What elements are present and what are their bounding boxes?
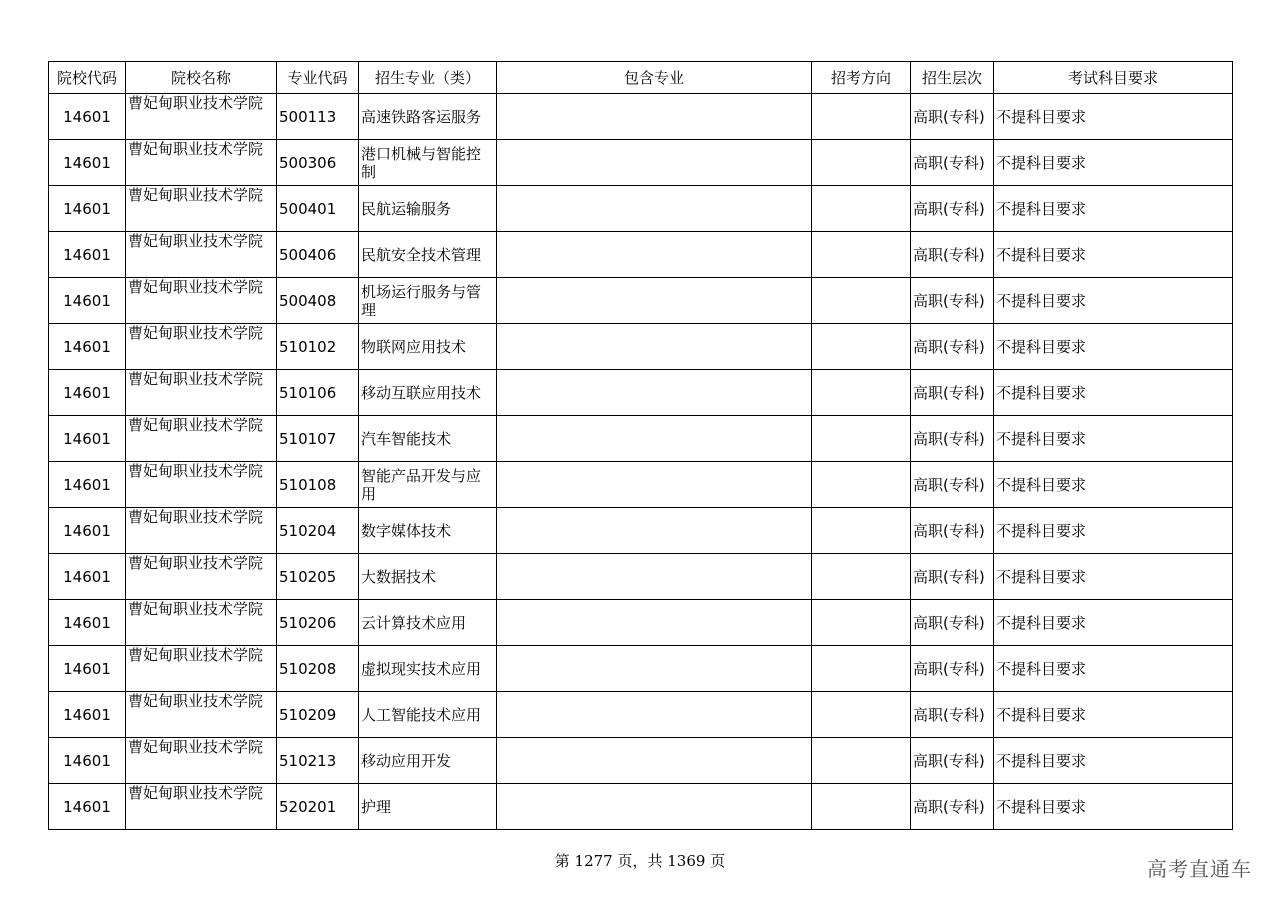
direction-cell	[812, 692, 911, 738]
subject-requirement-cell: 不提科目要求	[994, 784, 1233, 830]
major-cell: 云计算技术应用	[359, 600, 497, 646]
school-name-cell: 曹妃甸职业技术学院	[126, 416, 277, 462]
admissions-table	[48, 61, 1233, 830]
direction-cell	[812, 324, 911, 370]
table-row	[49, 186, 1233, 232]
direction-cell	[812, 232, 911, 278]
school-name-cell: 曹妃甸职业技术学院	[126, 784, 277, 830]
table-row	[49, 692, 1233, 738]
level-cell: 高职(专科)	[911, 508, 994, 554]
subject-requirement-cell: 不提科目要求	[994, 94, 1233, 140]
header-subject-requirement: 考试科目要求	[994, 62, 1233, 94]
school-code-cell: 14601	[49, 140, 126, 186]
included-majors-cell	[497, 600, 812, 646]
school-name-cell: 曹妃甸职业技术学院	[126, 692, 277, 738]
major-cell: 人工智能技术应用	[359, 692, 497, 738]
school-code-cell: 14601	[49, 370, 126, 416]
major-code-cell: 500401	[277, 186, 359, 232]
school-code-cell: 14601	[49, 462, 126, 508]
major-code-cell: 500113	[277, 94, 359, 140]
major-code-cell: 510205	[277, 554, 359, 600]
school-name-cell: 曹妃甸职业技术学院	[126, 140, 277, 186]
table-row	[49, 784, 1233, 830]
school-code-cell: 14601	[49, 324, 126, 370]
major-cell: 港口机械与智能控制	[359, 140, 497, 186]
major-code-cell: 510206	[277, 600, 359, 646]
watermark-text: 高考直通车	[1147, 857, 1252, 881]
header-major-code: 专业代码	[277, 62, 359, 94]
major-code-cell: 500408	[277, 278, 359, 324]
direction-cell	[812, 370, 911, 416]
subject-requirement-cell: 不提科目要求	[994, 554, 1233, 600]
school-name-cell: 曹妃甸职业技术学院	[126, 738, 277, 784]
direction-cell	[812, 94, 911, 140]
school-name-cell: 曹妃甸职业技术学院	[126, 370, 277, 416]
major-code-cell: 500406	[277, 232, 359, 278]
header-school-code: 院校代码	[49, 62, 126, 94]
major-code-cell: 500306	[277, 140, 359, 186]
major-code-cell: 510208	[277, 646, 359, 692]
subject-requirement-cell: 不提科目要求	[994, 140, 1233, 186]
major-code-cell: 510106	[277, 370, 359, 416]
school-code-cell: 14601	[49, 278, 126, 324]
school-code-cell: 14601	[49, 508, 126, 554]
major-cell: 移动互联应用技术	[359, 370, 497, 416]
major-code-cell: 520201	[277, 784, 359, 830]
subject-requirement-cell: 不提科目要求	[994, 738, 1233, 784]
subject-requirement-cell: 不提科目要求	[994, 462, 1233, 508]
level-cell: 高职(专科)	[911, 324, 994, 370]
level-cell: 高职(专科)	[911, 462, 994, 508]
level-cell: 高职(专科)	[911, 186, 994, 232]
direction-cell	[812, 462, 911, 508]
direction-cell	[812, 738, 911, 784]
subject-requirement-cell: 不提科目要求	[994, 508, 1233, 554]
header-row	[49, 62, 1233, 94]
included-majors-cell	[497, 692, 812, 738]
school-code-cell: 14601	[49, 416, 126, 462]
major-cell: 虚拟现实技术应用	[359, 646, 497, 692]
school-name-cell: 曹妃甸职业技术学院	[126, 94, 277, 140]
level-cell: 高职(专科)	[911, 232, 994, 278]
major-code-cell: 510107	[277, 416, 359, 462]
page-number: 第 1277 页，共 1369 页	[554, 852, 726, 870]
table-row	[49, 324, 1233, 370]
level-cell: 高职(专科)	[911, 94, 994, 140]
subject-requirement-cell: 不提科目要求	[994, 370, 1233, 416]
subject-requirement-cell: 不提科目要求	[994, 600, 1233, 646]
major-cell: 汽车智能技术	[359, 416, 497, 462]
direction-cell	[812, 186, 911, 232]
direction-cell	[812, 508, 911, 554]
table-body	[49, 94, 1233, 830]
table-row	[49, 600, 1233, 646]
major-cell: 物联网应用技术	[359, 324, 497, 370]
school-code-cell: 14601	[49, 94, 126, 140]
included-majors-cell	[497, 462, 812, 508]
major-code-cell: 510204	[277, 508, 359, 554]
table-row	[49, 462, 1233, 508]
table-row	[49, 508, 1233, 554]
header-major: 招生专业（类）	[359, 62, 497, 94]
included-majors-cell	[497, 94, 812, 140]
direction-cell	[812, 600, 911, 646]
included-majors-cell	[497, 324, 812, 370]
included-majors-cell	[497, 554, 812, 600]
major-cell: 护理	[359, 784, 497, 830]
subject-requirement-cell: 不提科目要求	[994, 416, 1233, 462]
subject-requirement-cell: 不提科目要求	[994, 186, 1233, 232]
direction-cell	[812, 416, 911, 462]
included-majors-cell	[497, 186, 812, 232]
school-code-cell: 14601	[49, 600, 126, 646]
major-cell: 数字媒体技术	[359, 508, 497, 554]
school-code-cell: 14601	[49, 738, 126, 784]
included-majors-cell	[497, 232, 812, 278]
included-majors-cell	[497, 646, 812, 692]
major-code-cell: 510108	[277, 462, 359, 508]
school-name-cell: 曹妃甸职业技术学院	[126, 186, 277, 232]
header-direction: 招考方向	[812, 62, 911, 94]
included-majors-cell	[497, 738, 812, 784]
level-cell: 高职(专科)	[911, 278, 994, 324]
subject-requirement-cell: 不提科目要求	[994, 324, 1233, 370]
direction-cell	[812, 554, 911, 600]
major-cell: 民航安全技术管理	[359, 232, 497, 278]
major-code-cell: 510209	[277, 692, 359, 738]
table-row	[49, 554, 1233, 600]
direction-cell	[812, 784, 911, 830]
major-code-cell: 510213	[277, 738, 359, 784]
included-majors-cell	[497, 278, 812, 324]
school-name-cell: 曹妃甸职业技术学院	[126, 554, 277, 600]
included-majors-cell	[497, 140, 812, 186]
school-name-cell: 曹妃甸职业技术学院	[126, 508, 277, 554]
table-row	[49, 232, 1233, 278]
table-row	[49, 140, 1233, 186]
subject-requirement-cell: 不提科目要求	[994, 278, 1233, 324]
level-cell: 高职(专科)	[911, 692, 994, 738]
major-cell: 大数据技术	[359, 554, 497, 600]
school-name-cell: 曹妃甸职业技术学院	[126, 278, 277, 324]
level-cell: 高职(专科)	[911, 554, 994, 600]
major-cell: 移动应用开发	[359, 738, 497, 784]
major-cell: 民航运输服务	[359, 186, 497, 232]
header-school-name: 院校名称	[126, 62, 277, 94]
school-code-cell: 14601	[49, 784, 126, 830]
level-cell: 高职(专科)	[911, 370, 994, 416]
level-cell: 高职(专科)	[911, 646, 994, 692]
direction-cell	[812, 140, 911, 186]
subject-requirement-cell: 不提科目要求	[994, 646, 1233, 692]
direction-cell	[812, 646, 911, 692]
school-code-cell: 14601	[49, 232, 126, 278]
table-row	[49, 278, 1233, 324]
level-cell: 高职(专科)	[911, 416, 994, 462]
header-included-majors: 包含专业	[497, 62, 812, 94]
table-row	[49, 738, 1233, 784]
school-name-cell: 曹妃甸职业技术学院	[126, 646, 277, 692]
included-majors-cell	[497, 370, 812, 416]
table-row	[49, 416, 1233, 462]
school-code-cell: 14601	[49, 646, 126, 692]
major-cell: 高速铁路客运服务	[359, 94, 497, 140]
school-name-cell: 曹妃甸职业技术学院	[126, 462, 277, 508]
table-row	[49, 94, 1233, 140]
included-majors-cell	[497, 416, 812, 462]
level-cell: 高职(专科)	[911, 600, 994, 646]
table-row	[49, 370, 1233, 416]
major-cell: 机场运行服务与管理	[359, 278, 497, 324]
school-code-cell: 14601	[49, 692, 126, 738]
school-code-cell: 14601	[49, 554, 126, 600]
included-majors-cell	[497, 508, 812, 554]
subject-requirement-cell: 不提科目要求	[994, 692, 1233, 738]
header-level: 招生层次	[911, 62, 994, 94]
level-cell: 高职(专科)	[911, 784, 994, 830]
table-row	[49, 646, 1233, 692]
level-cell: 高职(专科)	[911, 140, 994, 186]
direction-cell	[812, 278, 911, 324]
school-name-cell: 曹妃甸职业技术学院	[126, 600, 277, 646]
level-cell: 高职(专科)	[911, 738, 994, 784]
major-cell: 智能产品开发与应用	[359, 462, 497, 508]
major-code-cell: 510102	[277, 324, 359, 370]
school-name-cell: 曹妃甸职业技术学院	[126, 324, 277, 370]
school-code-cell: 14601	[49, 186, 126, 232]
subject-requirement-cell: 不提科目要求	[994, 232, 1233, 278]
school-name-cell: 曹妃甸职业技术学院	[126, 232, 277, 278]
included-majors-cell	[497, 784, 812, 830]
